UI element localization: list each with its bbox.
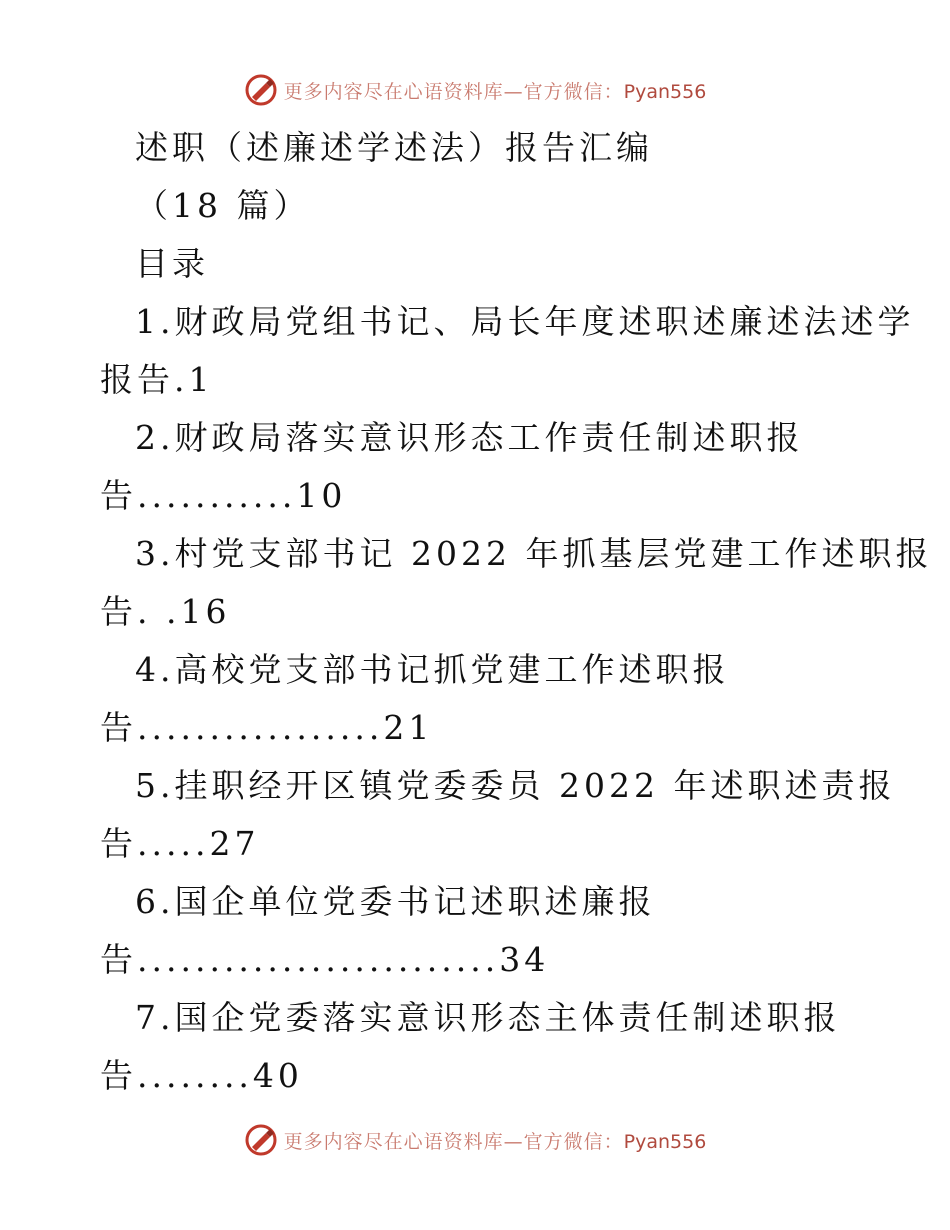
toc-entry: 3.村党支部书记 2022 年抓基层党建工作述职报 <box>135 534 933 573</box>
toc-heading: 目录 <box>135 244 209 283</box>
document-title: 述职（述廉述学述法）报告汇编 <box>135 128 653 167</box>
header-watermark <box>0 70 950 110</box>
toc-entry: 1.财政局党组书记、局长年度述职述廉述法述学 <box>135 302 915 341</box>
watermark-logo-icon <box>244 1123 278 1157</box>
toc-entry: 6.国企单位党委书记述职述廉报 <box>135 882 656 921</box>
toc-entry-continuation: 告.....27 <box>100 824 260 863</box>
toc-entry-continuation: 告. .16 <box>100 592 231 631</box>
toc-entry: 5.挂职经开区镇党委委员 2022 年述职述责报 <box>135 766 896 805</box>
toc-entry-continuation: 告...........10 <box>100 476 347 515</box>
toc-entry: 2.财政局落实意识形态工作责任制述职报 <box>135 418 804 457</box>
toc-entry: 4.高校党支部书记抓党建工作述职报 <box>135 650 730 689</box>
footer-watermark <box>0 1120 950 1160</box>
toc-entry-continuation: 告.........................34 <box>100 940 550 979</box>
watermark-logo-icon <box>244 73 278 107</box>
watermark-text: 更多内容尽在心语资料库—官方微信：Pyan556 <box>283 80 707 103</box>
watermark-text: 更多内容尽在心语资料库—官方微信：Pyan556 <box>283 1130 707 1153</box>
toc-entry-continuation: 告........40 <box>100 1056 303 1095</box>
toc-entry-continuation: 报告.1 <box>100 360 214 399</box>
document-subtitle: （18 篇） <box>135 186 311 225</box>
toc-entry-continuation: 告.................21 <box>100 708 434 747</box>
toc-entry: 7.国企党委落实意识形态主体责任制述职报 <box>135 998 841 1037</box>
